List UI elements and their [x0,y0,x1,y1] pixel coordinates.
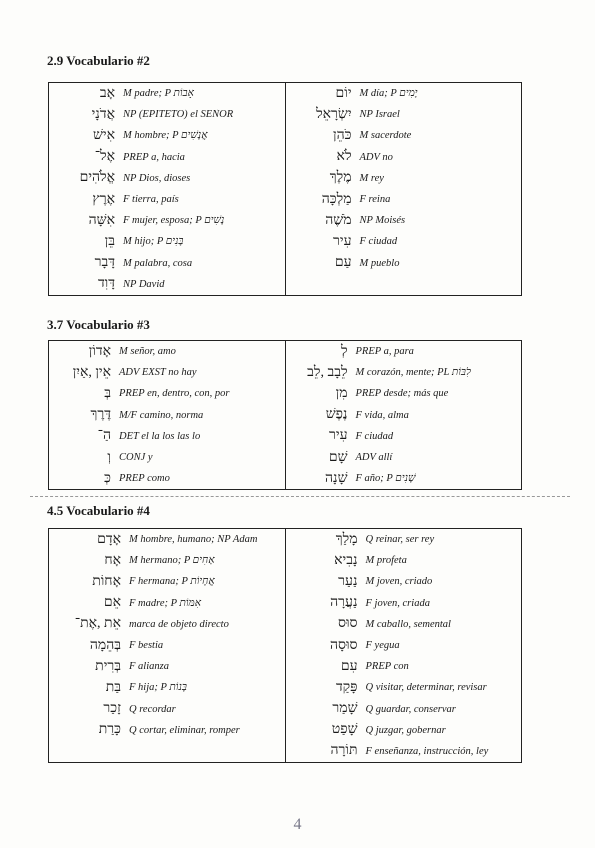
hebrew-word: דֶּרֶךְ [90,407,111,423]
vocab-entry [286,677,522,698]
vocab-entry [49,362,285,383]
hebrew-word: לְ [340,343,348,359]
spanish-gloss: Q guardar, conservar [365,703,456,715]
spanish-gloss: M pueblo [359,257,400,269]
hebrew-word: אָח [104,552,121,568]
vocab-entry [286,383,522,404]
hebrew-word: אֵין ,אַיִן [72,364,111,380]
vocab-entry [286,468,522,489]
vocab-entry [286,253,522,274]
vocab-column-right [285,341,522,489]
hebrew-word: בְּרִית [95,658,121,674]
hebrew-word: שָׁנָה [324,470,348,486]
vocab-entry [49,529,285,550]
spanish-gloss: M corazón, mente; PL לִבּוֹת [355,367,471,379]
vocab-entry [49,405,285,426]
spanish-gloss: PREP en, dentro, con, por [119,388,230,400]
vocab-entry [286,635,522,656]
vocab-entry [286,231,522,252]
vocab-entry [49,83,285,104]
spanish-gloss: marca de objeto directo [129,618,229,630]
vocab-entry [49,341,285,362]
hebrew-word: עַם [334,255,352,271]
hebrew-word: שָׁפַט [331,722,358,738]
spanish-gloss: M hombre; P אֲנָשִׁים [123,130,208,142]
hebrew-word: בְּ [104,385,111,401]
vocab-entry [286,210,522,231]
hebrew-word: שָׁמַר [332,701,358,717]
hebrew-word: כֹּהֵן [333,127,352,143]
vocab-entry [49,656,285,677]
spanish-gloss: M hermano; P אַחִים [129,555,215,567]
vocab-entry [49,593,285,614]
spanish-gloss: PREP desde; más que [355,388,449,400]
spanish-gloss: NP Moisés [359,215,406,227]
spanish-gloss: M profeta [365,555,407,567]
vocab-entry [49,614,285,635]
vocab-table [48,528,522,763]
vocab-entry [49,125,285,146]
hebrew-word: דָּוִד [97,276,115,292]
hebrew-word: לֵבָב ,לֵב [307,364,348,380]
hebrew-word: בַּת [105,679,121,695]
hebrew-word: אִישׁ [93,127,115,143]
hebrew-word: מִן [335,385,348,401]
hebrew-word: פָּקַד [335,679,358,695]
vocab-column-left [49,83,285,295]
vocab-entry [286,720,522,741]
spanish-gloss: M hombre, humano; NP Adam [129,534,258,546]
spanish-gloss: ADV no [359,151,393,163]
hebrew-word: נַעַר [338,573,358,589]
page-number: 4 [293,816,302,833]
hebrew-word: כָּרַת [98,722,121,738]
hebrew-word: דָּבָר [94,255,115,271]
vocab-entry [286,741,522,762]
hebrew-word: אָדָם [97,531,121,547]
spanish-gloss: NP David [123,278,165,290]
vocab-entry [286,341,522,362]
spanish-gloss: DET el la los las lo [119,430,201,442]
vocab-entry [286,405,522,426]
vocab-entry [49,635,285,656]
vocab-entry [286,125,522,146]
spanish-gloss: F vida, alma [355,409,409,421]
vocab-entry [286,83,522,104]
vocab-entry [286,656,522,677]
hebrew-word: יִשְׂרָאֵל [316,106,352,122]
vocab-entry [49,550,285,571]
hebrew-word: וְ [107,449,111,465]
vocab-entry [286,550,522,571]
vocab-entry [49,383,285,404]
spanish-gloss: F alianza [129,661,169,673]
spanish-gloss: NP Dios, dioses [123,172,191,184]
spanish-gloss: M joven, criado [365,576,433,588]
vocab-entry [286,362,522,383]
spanish-gloss: M rey [359,172,384,184]
spanish-gloss: NP (EPITETO) el SEÑOR [123,109,234,121]
vocab-entry [286,699,522,720]
vocab-entry [49,447,285,468]
spanish-gloss: M sacerdote [359,130,412,142]
divider [30,496,570,497]
section-title: 4.5 Vocabulario #4 [47,503,150,518]
spanish-gloss: F ciudad [355,430,394,442]
spanish-gloss: F año; P שָׁנִים [355,473,416,485]
section-title: 3.7 Vocabulario #3 [47,317,150,332]
hebrew-word: מֹשֶׁה [325,212,352,228]
spanish-gloss: Q visitar, determinar, revisar [365,682,487,694]
hebrew-word: אֵם [103,595,121,611]
hebrew-word: שָׁם [328,449,348,465]
vocab-entry [49,189,285,210]
spanish-gloss: F reina [359,194,391,206]
spanish-gloss: Q reinar, ser rey [365,534,435,546]
vocab-entry [49,699,285,720]
spanish-gloss: F bestia [129,640,164,652]
vocab-column-left [49,341,285,489]
hebrew-word: אֲדֹנָי [91,106,115,122]
vocab-entry [49,147,285,168]
spanish-gloss: M señor, amo [119,346,176,358]
spanish-gloss: F enseñanza, instrucción, ley [365,745,489,757]
vocab-entry [286,593,522,614]
spanish-gloss: M palabra, cosa [123,257,193,269]
vocab-table [48,340,522,490]
hebrew-word: אִשָּׁה [88,212,115,228]
spanish-gloss: ADV allí [355,452,393,464]
spanish-gloss: Q cortar, eliminar, romper [129,724,240,736]
spanish-gloss: F tierra, país [123,194,179,206]
vocab-entry [49,231,285,252]
vocab-entry [286,529,522,550]
section-title: 2.9 Vocabulario #2 [47,53,150,68]
hebrew-word: מַלְכָּה [321,191,352,207]
hebrew-word: בְּהֵמָה [89,637,121,653]
hebrew-word: אֶל־ [94,149,115,165]
vocab-entry [49,720,285,741]
hebrew-word: כְּ [104,470,111,486]
spanish-gloss: M día; P יָמִים [359,88,418,100]
vocab-entry [49,571,285,592]
spanish-gloss: F yegua [365,640,400,652]
hebrew-word: נָבִיא [334,552,358,568]
vocab-entry [49,677,285,698]
hebrew-word: אֵת ,אֶת־ [74,616,121,632]
hebrew-word: תּוֹרָה [330,743,358,759]
spanish-gloss: F ciudad [359,236,398,248]
hebrew-word: אֶרֶץ [92,191,115,207]
vocab-entry [286,614,522,635]
vocab-entry [49,426,285,447]
vocab-entry [49,104,285,125]
vocab-column-left [49,529,285,762]
spanish-gloss: F joven, criada [365,597,430,609]
spanish-gloss: F hermana; P אֲחָיוֹת [129,576,215,588]
hebrew-word: עִיר [329,428,348,444]
hebrew-word: אָחוֹת [92,573,121,589]
hebrew-word: עִם [340,658,358,674]
hebrew-word: מֶלֶךְ [329,170,352,186]
spanish-gloss: M padre; P אָבוֹת [123,88,194,100]
vocab-column-right [285,83,522,295]
spanish-gloss: PREP como [119,473,170,485]
spanish-gloss: F hija; P בָּנוֹת [129,682,187,694]
vocab-entry [286,147,522,168]
hebrew-word: נֶפֶשׁ [325,407,348,423]
vocab-entry [286,426,522,447]
spanish-gloss: PREP a, hacia [123,151,185,163]
vocab-entry [49,168,285,189]
hebrew-word: סוּס [337,616,358,632]
hebrew-word: נַעֲרָה [330,595,358,611]
vocab-entry [49,274,285,295]
hebrew-word: אָדוֹן [88,343,111,359]
hebrew-word: בֵּן [104,233,115,249]
spanish-gloss: Q recordar [129,703,176,715]
spanish-gloss: Q juzgar, gobernar [365,724,446,736]
hebrew-word: עִיר [333,233,352,249]
spanish-gloss: ADV EXST no hay [119,367,197,379]
hebrew-word: זָכַר [103,701,121,717]
vocab-entry [286,189,522,210]
vocab-table [48,82,522,296]
spanish-gloss: M caballo, semental [365,618,451,630]
spanish-gloss: M/F camino, norma [119,409,204,421]
vocab-entry [49,468,285,489]
hebrew-word: הַ־ [97,428,111,444]
hebrew-word: אֱלֹהִים [79,170,115,186]
vocab-entry [286,571,522,592]
hebrew-word: לֹא [336,149,352,165]
vocab-column-right [285,529,522,762]
vocab-entry [286,104,522,125]
spanish-gloss: PREP a, para [355,346,414,358]
spanish-gloss: CONJ y [119,452,153,464]
hebrew-word: סוּסָה [329,637,358,653]
spanish-gloss: F madre; P אִמּוֹת [129,597,202,609]
vocab-entry [49,253,285,274]
hebrew-word: מָלַךְ [335,531,358,547]
vocab-entry [286,168,522,189]
vocab-entry [49,210,285,231]
spanish-gloss: NP Israel [359,109,400,121]
hebrew-word: יוֹם [335,85,352,101]
spanish-gloss: F mujer, esposa; P נָשִׁים [123,215,225,227]
hebrew-word: אָב [99,85,115,101]
spanish-gloss: PREP con [365,661,409,673]
spanish-gloss: M hijo; P בָּנִים [123,236,184,248]
vocab-entry [286,447,522,468]
